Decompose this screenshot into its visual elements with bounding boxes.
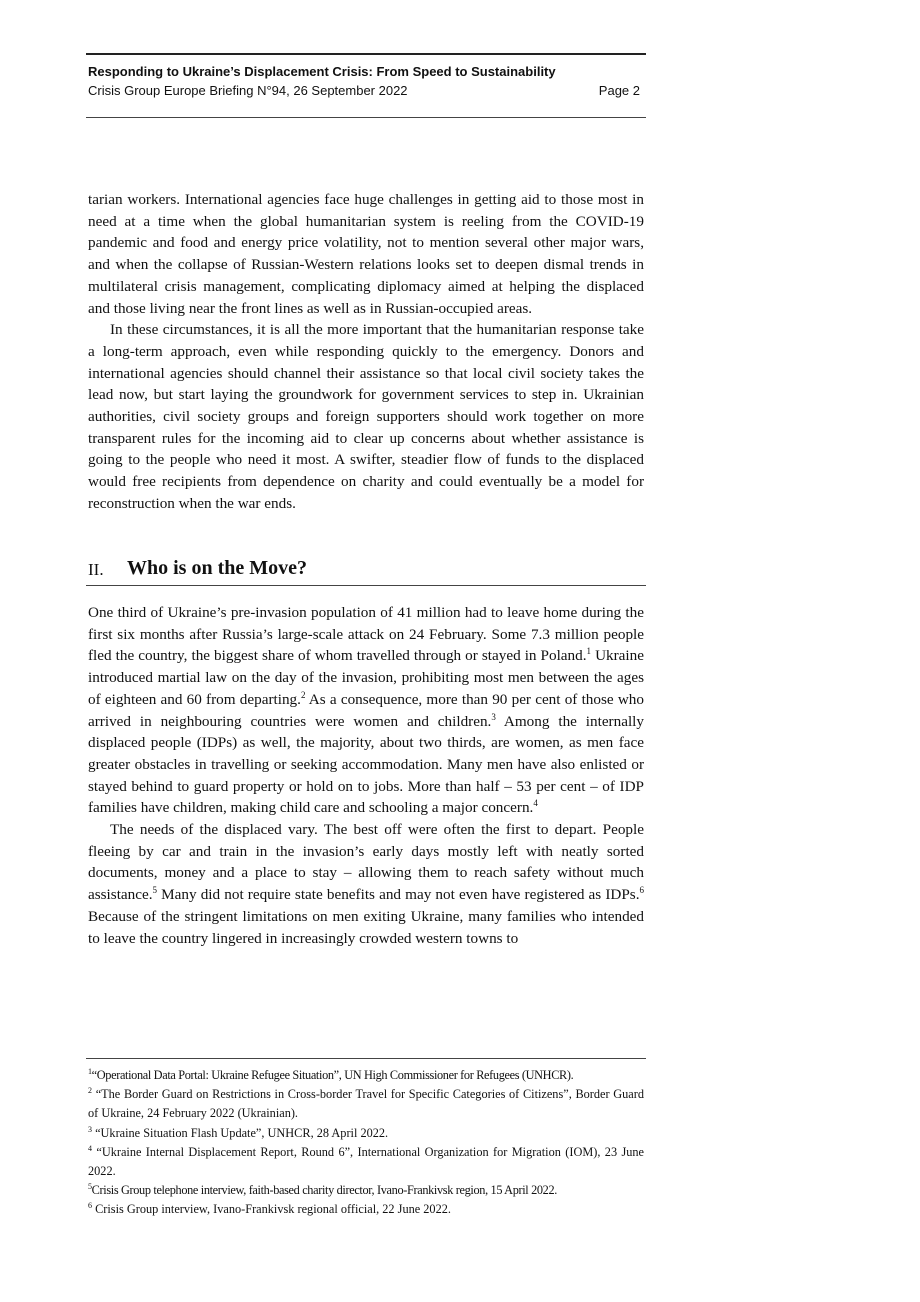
sentence: Among the internally displaced people (IDPs) as well, the majority, about two thirds, are women, as men face greater obstacles in travelling or seeking accommodation. Many men have also enlisted or stayed behind to guard property or hold on to jobs. More than half – 53 per cent – of IDP families have children, making child care and schooling a major concern.: [88, 712, 644, 817]
footnote: [88, 1200, 644, 1219]
paragraph: [88, 819, 644, 949]
footnote-ref[interactable]: 5: [152, 885, 158, 896]
footnote-ref[interactable]: 4: [533, 798, 538, 809]
footnote-text: “Ukraine Internal Displacement Report, Round 6”, International Organization for Migration (IOM), 23 June 2022.: [88, 1144, 645, 1179]
footnote: [88, 1143, 644, 1181]
footnote-number: 4: [88, 1143, 92, 1153]
section-text: [88, 602, 644, 949]
sentence: One third of Ukraine’s pre-invasion population of 41 million had to leave home during the first six months after Russia’s large-scale attack on 24 February. Some 7.3 million people fled the country, the biggest share of whom travelled through or stayed in Poland.: [88, 604, 644, 665]
footnote: [88, 1181, 644, 1200]
footnote-divider: [86, 1058, 646, 1059]
section-number: II.: [88, 560, 104, 579]
paragraph: tarian workers. International agencies face huge challenges in getting aid to those most in need at a time when the global humanitarian system is reeling from the COVID-19 pandemic and food and energy price volatility, not to mention several other major wars, and when the collapse of Russian-Western relations looks set to deepen dismal trends in multilateral crisis management, complicating diplomacy aimed at helping the displaced and those living near the front lines as well as in Russian-occupied areas.: [88, 191, 644, 317]
sentence: As a consequence, more than 90 per cent of those who arrived in neighbouring countries were women and children.: [88, 690, 644, 730]
footnote-text: “Ukraine Situation Flash Update”, UNHCR, 28 April 2022.: [95, 1125, 389, 1140]
footnote-ref[interactable]: 3: [491, 711, 496, 722]
footnote-number: 3: [88, 1124, 92, 1134]
footnote-text: “The Border Guard on Restrictions in Cross-border Travel for Specific Categories of Citizens”, Border Guard of Ukraine, 24 February 2022 (Ukrainian).: [88, 1087, 645, 1121]
running-header: [86, 53, 646, 118]
page-number: Page 2: [598, 83, 640, 98]
report-title: Responding to Ukraine’s Displacement Crisis: From Speed to Sustainability: [88, 64, 556, 79]
footnote-text: Crisis Group telephone interview, faith-based charity director, Ivano-Frankivsk region, 15 April 2022.: [91, 1183, 558, 1198]
footnote: [88, 1085, 644, 1123]
footnote: [88, 1124, 644, 1143]
section-title: Who is on the Move?: [127, 557, 307, 579]
footnote-number: 1: [88, 1067, 92, 1076]
sentence: Because of the stringent limitations on men exiting Ukraine, many families who intended to leave the country lingered in increasingly crowded western towns to: [88, 907, 644, 947]
footnote: [88, 1066, 644, 1085]
footnote-text: “Operational Data Portal: Ukraine Refugee Situation”, UN High Commissioner for Refugees (UNHCR).: [91, 1068, 574, 1082]
sentence: The needs of the displaced vary. The best off were often the first to depart. People fleeing by car and train in the invasion’s early days mostly left with neatly sorted documents, money and a place to stay – allowing them to reach safety without much assistance.: [88, 821, 644, 904]
footnote-ref[interactable]: 6: [639, 885, 644, 896]
footnotes: [88, 1066, 644, 1220]
footnote-text: Crisis Group interview, Ivano-Frankivsk regional official, 22 June 2022.: [95, 1202, 451, 1217]
sentence: Many did not require state benefits and may not even have registered as IDPs.: [157, 886, 640, 904]
footnote-ref[interactable]: 1: [586, 646, 592, 657]
report-subtitle: Crisis Group Europe Briefing N°94, 26 September 2022: [88, 83, 408, 98]
footnote-number: 6: [88, 1201, 92, 1211]
footnote-number: 2: [88, 1086, 92, 1096]
intro-text: [88, 189, 644, 515]
sentence: Ukraine introduced martial law on the day of the invasion, prohibiting most men between the ages of eighteen and 60 from departing.: [88, 647, 644, 708]
paragraph: In these circumstances, it is all the more important that the humanitarian response take a long-term approach, even while responding quickly to the emergency. Donors and international agencies should channel their assistance so that local civil society takes the lead now, but start laying the groundwork for government services to step in. Ukrainian authorities, civil society groups and foreign supporters should work together on more transparent rules for the incoming aid to clear up concerns about whether assistance is going to the people who need it most. A swifter, steadier flow of funds to the displaced would free recipients from dependence on charity and could eventually be a model for reconstruction when the war ends.: [88, 321, 644, 512]
section-heading: [86, 556, 646, 586]
footnote-ref[interactable]: 2: [300, 689, 306, 700]
footnote-number: 5: [88, 1182, 92, 1192]
paragraph: [88, 602, 644, 819]
